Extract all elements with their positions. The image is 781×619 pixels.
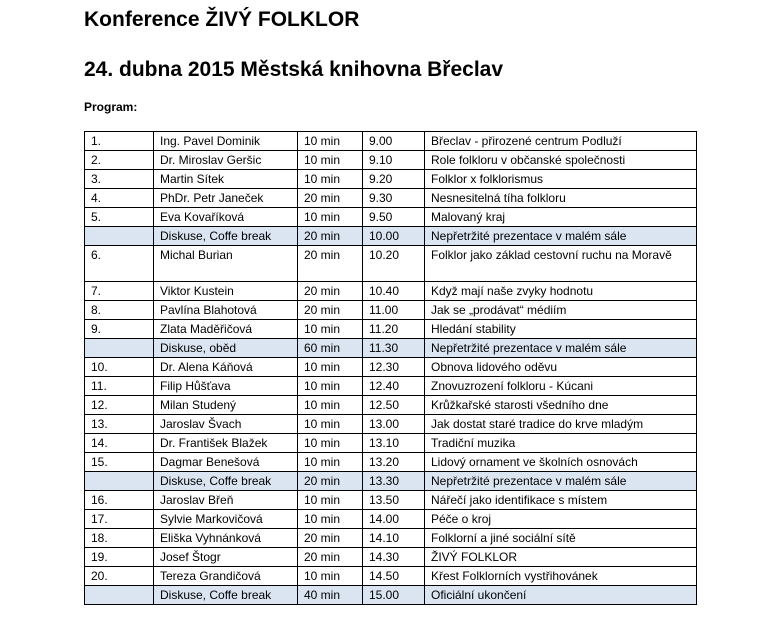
duration: 10 min bbox=[298, 415, 363, 434]
start-time: 12.40 bbox=[363, 377, 425, 396]
speaker-name: Martin Sítek bbox=[154, 170, 298, 189]
program-table bbox=[84, 131, 697, 605]
talk-topic: Hledání stability bbox=[425, 320, 697, 339]
talk-topic: Znovuzrození folkloru - Kúcani bbox=[425, 377, 697, 396]
start-time: 11.20 bbox=[363, 320, 425, 339]
break-row bbox=[85, 586, 697, 605]
speaker-name: Dagmar Benešová bbox=[154, 453, 298, 472]
page-title: Konference ŽIVÝ FOLKLOR bbox=[84, 8, 360, 31]
start-time: 13.30 bbox=[363, 472, 425, 491]
speaker-name: Dr. František Blažek bbox=[154, 434, 298, 453]
duration: 60 min bbox=[298, 339, 363, 358]
duration: 10 min bbox=[298, 434, 363, 453]
speaker-name: Michal Burian bbox=[154, 246, 298, 282]
speaker-name: Jaroslav Břeň bbox=[154, 491, 298, 510]
speaker-name: Diskuse, Coffe break bbox=[154, 472, 298, 491]
talk-topic: Péče o kroj bbox=[425, 510, 697, 529]
speaker-name: Dr. Alena Káňová bbox=[154, 358, 298, 377]
duration: 10 min bbox=[298, 151, 363, 170]
row-number: 3. bbox=[85, 170, 154, 189]
table-row bbox=[85, 396, 697, 415]
table-row bbox=[85, 491, 697, 510]
talk-topic: Nářečí jako identifikace s místem bbox=[425, 491, 697, 510]
talk-topic: Nepřetržité prezentace v malém sále bbox=[425, 227, 697, 246]
start-time: 9.30 bbox=[363, 189, 425, 208]
speaker-name: Dr. Miroslav Geršic bbox=[154, 151, 298, 170]
speaker-name: Diskuse, oběd bbox=[154, 339, 298, 358]
talk-topic: Když mají naše zvyky hodnotu bbox=[425, 282, 697, 301]
row-number: 13. bbox=[85, 415, 154, 434]
row-number: 5. bbox=[85, 208, 154, 227]
start-time: 13.10 bbox=[363, 434, 425, 453]
row-number bbox=[85, 227, 154, 246]
start-time: 12.30 bbox=[363, 358, 425, 377]
break-row bbox=[85, 472, 697, 491]
table-row bbox=[85, 377, 697, 396]
duration: 10 min bbox=[298, 377, 363, 396]
duration: 10 min bbox=[298, 453, 363, 472]
duration: 10 min bbox=[298, 567, 363, 586]
speaker-name: Diskuse, Coffe break bbox=[154, 227, 298, 246]
talk-topic: Folklor jako základ cestovní ruchu na Moravě bbox=[425, 246, 697, 282]
table-row bbox=[85, 189, 697, 208]
table-row bbox=[85, 301, 697, 320]
start-time: 9.20 bbox=[363, 170, 425, 189]
start-time: 11.00 bbox=[363, 301, 425, 320]
talk-topic: Křest Folklorních vystřihovánek bbox=[425, 567, 697, 586]
duration: 20 min bbox=[298, 301, 363, 320]
table-row bbox=[85, 132, 697, 151]
start-time: 13.50 bbox=[363, 491, 425, 510]
table-row bbox=[85, 170, 697, 189]
duration: 10 min bbox=[298, 132, 363, 151]
talk-topic: Malovaný kraj bbox=[425, 208, 697, 227]
duration: 10 min bbox=[298, 396, 363, 415]
table-row bbox=[85, 151, 697, 170]
row-number: 2. bbox=[85, 151, 154, 170]
break-row bbox=[85, 227, 697, 246]
table-row bbox=[85, 434, 697, 453]
speaker-name: Diskuse, Coffe break bbox=[154, 586, 298, 605]
row-number: 6. bbox=[85, 246, 154, 282]
start-time: 15.00 bbox=[363, 586, 425, 605]
talk-topic: Krůžkařské starosti všedního dne bbox=[425, 396, 697, 415]
duration: 10 min bbox=[298, 208, 363, 227]
row-number: 1. bbox=[85, 132, 154, 151]
start-time: 13.00 bbox=[363, 415, 425, 434]
table-row bbox=[85, 415, 697, 434]
row-number: 17. bbox=[85, 510, 154, 529]
start-time: 14.00 bbox=[363, 510, 425, 529]
row-number bbox=[85, 472, 154, 491]
speaker-name: Sylvie Markovičová bbox=[154, 510, 298, 529]
speaker-name: Viktor Kustein bbox=[154, 282, 298, 301]
speaker-name: PhDr. Petr Janeček bbox=[154, 189, 298, 208]
row-number: 19. bbox=[85, 548, 154, 567]
duration: 20 min bbox=[298, 246, 363, 282]
table-row bbox=[85, 529, 697, 548]
table-row bbox=[85, 282, 697, 301]
table-row bbox=[85, 548, 697, 567]
duration: 10 min bbox=[298, 320, 363, 339]
speaker-name: Eliška Vyhnánková bbox=[154, 529, 298, 548]
talk-topic: ŽIVÝ FOLKLOR bbox=[425, 548, 697, 567]
duration: 20 min bbox=[298, 227, 363, 246]
start-time: 14.30 bbox=[363, 548, 425, 567]
row-number: 18. bbox=[85, 529, 154, 548]
duration: 40 min bbox=[298, 586, 363, 605]
talk-topic: Role folkloru v občanské společnosti bbox=[425, 151, 697, 170]
start-time: 9.00 bbox=[363, 132, 425, 151]
speaker-name: Filip Hůšťava bbox=[154, 377, 298, 396]
row-number: 14. bbox=[85, 434, 154, 453]
duration: 20 min bbox=[298, 189, 363, 208]
duration: 20 min bbox=[298, 529, 363, 548]
duration: 10 min bbox=[298, 510, 363, 529]
row-number: 4. bbox=[85, 189, 154, 208]
start-time: 9.10 bbox=[363, 151, 425, 170]
talk-topic: Nesnesitelná tíha folkloru bbox=[425, 189, 697, 208]
speaker-name: Josef Štogr bbox=[154, 548, 298, 567]
program-label: Program: bbox=[84, 100, 138, 114]
row-number: 9. bbox=[85, 320, 154, 339]
row-number: 11. bbox=[85, 377, 154, 396]
start-time: 14.50 bbox=[363, 567, 425, 586]
row-number: 16. bbox=[85, 491, 154, 510]
speaker-name: Zlata Maděřičová bbox=[154, 320, 298, 339]
duration: 10 min bbox=[298, 358, 363, 377]
talk-topic: Břeclav - přirozené centrum Podluží bbox=[425, 132, 697, 151]
table-row bbox=[85, 246, 697, 282]
row-number: 7. bbox=[85, 282, 154, 301]
talk-topic: Jak dostat staré tradice do krve mladým bbox=[425, 415, 697, 434]
talk-topic: Obnova lidového oděvu bbox=[425, 358, 697, 377]
row-number: 15. bbox=[85, 453, 154, 472]
row-number: 8. bbox=[85, 301, 154, 320]
talk-topic: Oficiální ukončení bbox=[425, 586, 697, 605]
start-time: 10.20 bbox=[363, 246, 425, 282]
row-number: 20. bbox=[85, 567, 154, 586]
duration: 20 min bbox=[298, 548, 363, 567]
table-row bbox=[85, 208, 697, 227]
table-row bbox=[85, 567, 697, 586]
talk-topic: Folklorní a jiné sociální sítě bbox=[425, 529, 697, 548]
talk-topic: Nepřetržité prezentace v malém sále bbox=[425, 339, 697, 358]
start-time: 9.50 bbox=[363, 208, 425, 227]
start-time: 10.40 bbox=[363, 282, 425, 301]
speaker-name: Pavlína Blahotová bbox=[154, 301, 298, 320]
start-time: 14.10 bbox=[363, 529, 425, 548]
duration: 20 min bbox=[298, 282, 363, 301]
row-number: 12. bbox=[85, 396, 154, 415]
duration: 20 min bbox=[298, 472, 363, 491]
row-number: 10. bbox=[85, 358, 154, 377]
talk-topic: Lidový ornament ve školních osnovách bbox=[425, 453, 697, 472]
start-time: 11.30 bbox=[363, 339, 425, 358]
speaker-name: Milan Studený bbox=[154, 396, 298, 415]
speaker-name: Tereza Grandičová bbox=[154, 567, 298, 586]
table-row bbox=[85, 320, 697, 339]
speaker-name: Jaroslav Švach bbox=[154, 415, 298, 434]
talk-topic: Folklor x folklorismus bbox=[425, 170, 697, 189]
row-number bbox=[85, 586, 154, 605]
talk-topic: Nepřetržité prezentace v malém sále bbox=[425, 472, 697, 491]
speaker-name: Eva Kovaříková bbox=[154, 208, 298, 227]
row-number bbox=[85, 339, 154, 358]
table-row bbox=[85, 453, 697, 472]
duration: 10 min bbox=[298, 170, 363, 189]
break-row bbox=[85, 339, 697, 358]
start-time: 12.50 bbox=[363, 396, 425, 415]
table-row bbox=[85, 358, 697, 377]
start-time: 13.20 bbox=[363, 453, 425, 472]
start-time: 10.00 bbox=[363, 227, 425, 246]
table-row bbox=[85, 510, 697, 529]
speaker-name: Ing. Pavel Dominik bbox=[154, 132, 298, 151]
event-date-venue: 24. dubna 2015 Městská knihovna Břeclav bbox=[84, 58, 504, 81]
talk-topic: Jak se „prodávat“ médiím bbox=[425, 301, 697, 320]
duration: 10 min bbox=[298, 491, 363, 510]
talk-topic: Tradiční muzika bbox=[425, 434, 697, 453]
